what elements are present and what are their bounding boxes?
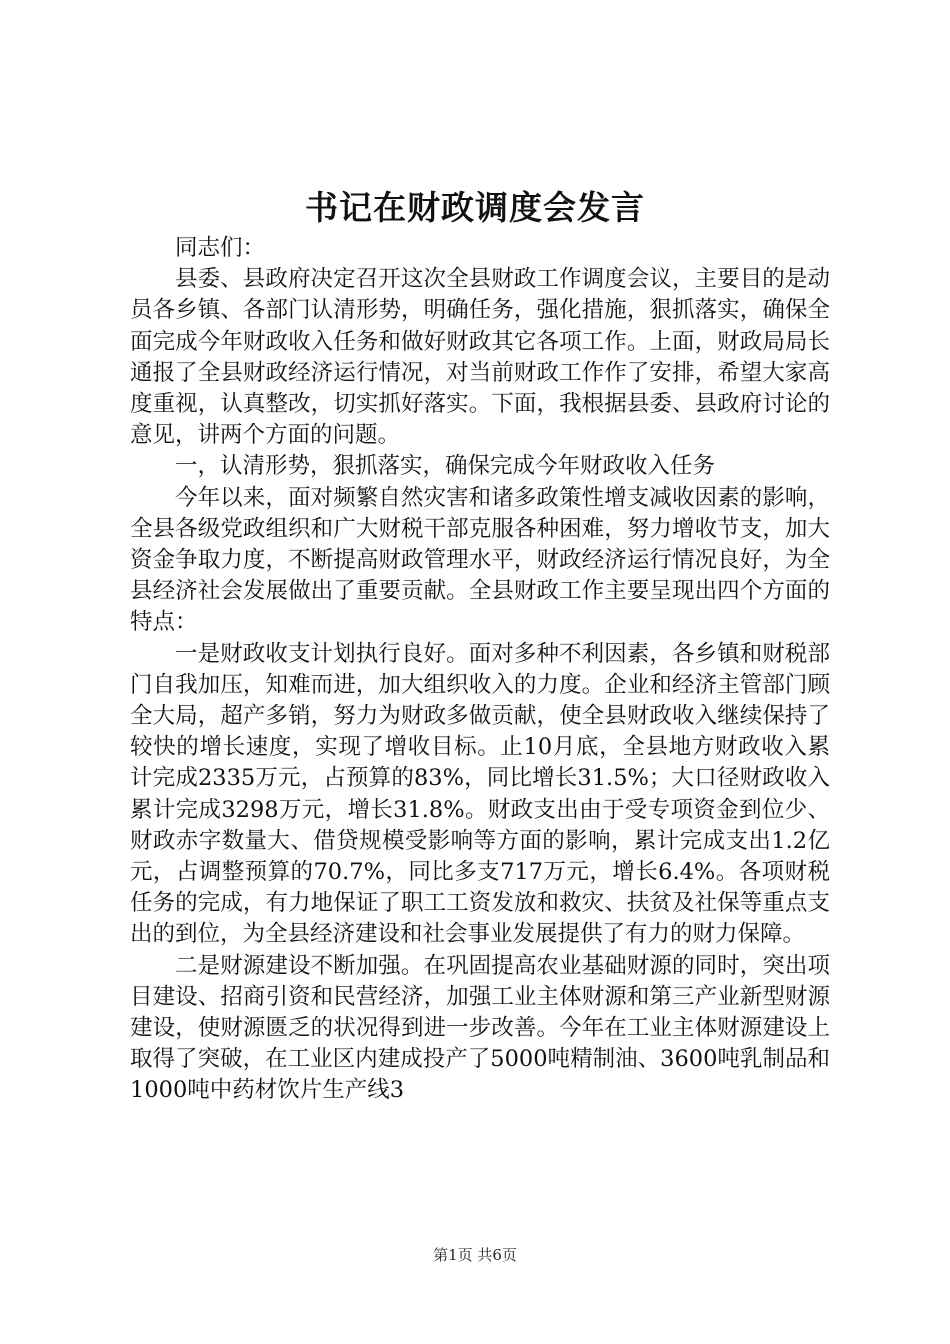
intro-paragraph: 县委、县政府决定召开这次全县财政工作调度会议，主要目的是动员各乡镇、各部门认清形势，明确任务，强化措施，狠抓落实，确保全面完成今年财政收入任务和做好财政其它各项工作。上面，财政局局长通报了全县财政经济运行情况，对当前财政工作作了安排，希望大家高度重视，认真整改，切实抓好落实。下面，我根据县委、县政府讨论的意见，讲两个方面的问题。 (130, 266, 830, 449)
body-paragraph: 二是财源建设不断加强。在巩固提高农业基础财源的同时，突出项目建设、招商引资和民营经济，加强工业主体财源和第三产业新型财源建设，使财源匮乏的状况得到进一步改善。今年在工业主体财源建设上取得了突破，在工业区内建成投产了5000吨精制油、3600吨乳制品和1000吨中药材饮片生产线3 (130, 952, 830, 1104)
body-paragraph: 今年以来，面对频繁自然灾害和诸多政策性增支减收因素的影响，全县各级党政组织和广大财税干部克服各种困难，努力增收节支，加大资金争取力度，不断提高财政管理水平，财政经济运行情况良好，为全县经济社会发展做出了重要贡献。全县财政工作主要呈现出四个方面的特点： (130, 484, 830, 636)
document-body (130, 233, 830, 1107)
document-title: 书记在财政调度会发言 (305, 188, 645, 227)
body-paragraph: 一是财政收支计划执行良好。面对多种不利因素，各乡镇和财税部门自我加压，知难而进，加大组织收入的力度。企业和经济主管部门顾全大局，超产多销，努力为财政多做贡献，使全县财政收入继续保持了较快的增长速度，实现了增收目标。止10月底，全县地方财政收入累计完成2335万元，占预算的83%，同比增长31.5%；大口径财政收入累计完成3298万元，增长31.8%。财政支出由于受专项资金到位少、财政赤字数量大、借贷规模受影响等方面的影响，累计完成支出1.2亿元，占调整预算的70.7%，同比多支717万元，增长6.4%。各项财税任务的完成，有力地保证了职工工资发放和救灾、扶贫及社保等重点支出的到位，为全县经济建设和社会事业发展提供了有力的财力保障。 (130, 640, 830, 948)
section-heading-1: 一，认清形势，狠抓落实，确保完成今年财政收入任务 (175, 453, 716, 480)
page-footer: 第1页 共6页 (433, 1246, 517, 1264)
salutation-paragraph: 同志们： (175, 235, 266, 261)
